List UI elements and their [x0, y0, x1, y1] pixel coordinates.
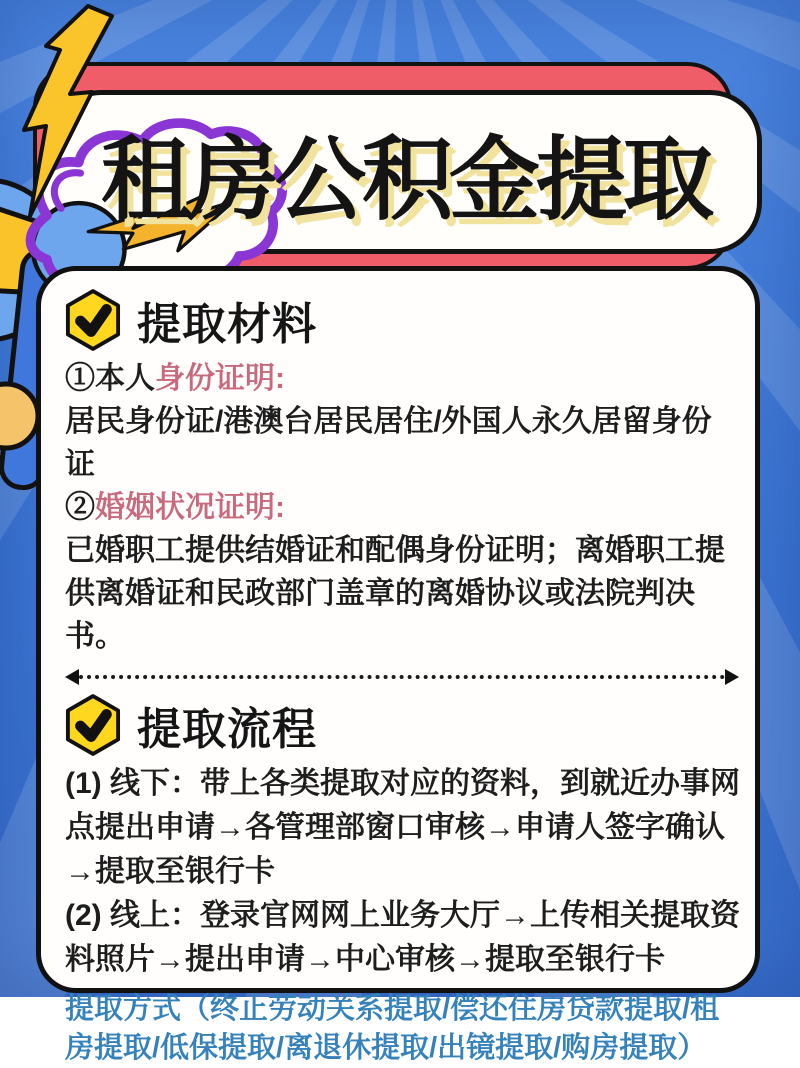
process-heading: 提取流程 [137, 705, 317, 754]
materials-item-2-label [65, 486, 741, 529]
materials-item-2-detail: 已婚职工提供结婚证和配偶身份证明；离婚职工提供离婚证和民政部门盖章的离婚协议或法院判决书。 [65, 534, 725, 653]
check-hexagon-icon [65, 694, 121, 756]
materials-item-1-prefix: ①本人 [65, 362, 155, 395]
section-header-materials [65, 289, 741, 351]
materials-item-1-detail: 居民身份证/港澳台居民居住/外国人永久居留身份证 [65, 405, 712, 481]
process-step-1: (1) 线下：带上各类提取对应的资料，到就近办事网点提出申请→各管理部窗口审核→申请人签字确认→提取至银行卡 [65, 767, 740, 888]
page-title [49, 90, 762, 254]
dashed-divider [65, 666, 739, 688]
section-header-process [65, 694, 741, 756]
process-steps [65, 762, 741, 982]
materials-item-1-label [65, 357, 741, 400]
materials-item-2-prefix: ② [65, 491, 95, 524]
materials-list [65, 357, 741, 658]
materials-item-2-highlight: 婚姻状况证明: [95, 491, 285, 524]
divider-dotted-line [79, 675, 725, 679]
check-hexagon-icon [65, 289, 121, 351]
lightning-bolt-icon [16, 2, 126, 222]
footer-note: 提取方式（终止劳动关系提取/偿还住房贷款提取/租房提取/低保提取/离退休提取/出镜提取/购房提取） [65, 993, 720, 1064]
materials-heading: 提取材料 [137, 300, 317, 349]
content-card [36, 266, 760, 1064]
page-title-text: 租房公积金提取 [100, 129, 710, 231]
divider-arrow-left-icon [65, 669, 79, 685]
divider-arrow-right-icon [725, 669, 739, 685]
process-step-2: (2) 线上：登录官网网上业务大厅→上传相关提取资料照片→提出申请→中心审核→提取至银行卡 [65, 899, 740, 976]
materials-item-1-highlight: 身份证明: [155, 362, 285, 395]
